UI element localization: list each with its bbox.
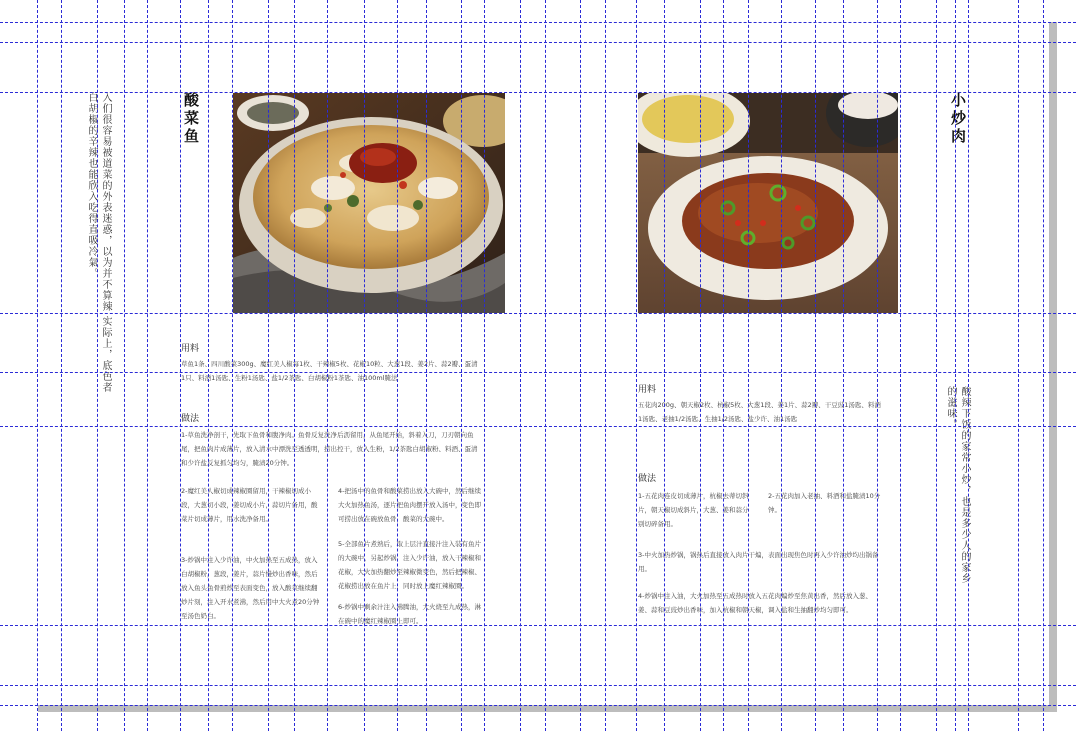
recipe-title-right: 小炒肉 — [949, 92, 967, 146]
stirfry-dish-photo — [638, 93, 898, 313]
method-step-4-left: 4-把汤中的鱼骨和酸菜捞出放入大碗中，然后继续大火加热鱼汤，逐片把鱼肉摆开放入汤中，变色即可捞出放在碗放鱼骨，酸菜的大碗中。 — [338, 487, 481, 523]
method-heading-right: 做法 — [638, 474, 657, 484]
method-step-6-left: 6-炒锅中剩余汁注入沸腾油，大火烧至九成热，淋在碗中的魔红辣椒圈上即可。 — [338, 603, 481, 625]
ingredients-heading-right: 用料 — [638, 385, 657, 395]
ingredients-text-right: 五花肉200g、朝天椒2枚、杭椒5枚、大葱1段、姜1片、蒜2瓣、干豆豉1汤匙、料酒1汤匙、老抽1/2汤匙、生抽1/2汤匙、盐少许、油1汤匙 — [638, 401, 881, 423]
method-step-1-right: 1-五花肉连皮切成薄片，杭椒去蒂切斜片，朝天椒切成斜片，大葱、姜和蒜分别切碎备用。 — [638, 492, 749, 528]
method-heading-left: 做法 — [181, 414, 200, 424]
page-shadow-bottom — [38, 705, 1057, 712]
ingredients-heading-left: 用料 — [181, 344, 200, 354]
side-column-2-right: 的滋味。 — [945, 386, 956, 430]
ingredients-text-left: 草鱼1条、四川酸菜300g、魔红美人椒每1枚、干辣椒5枚、花椒10粒、大葱1段、姜2片、蒜2瓣、蛋清1只、料酒1汤匙、生粉1汤匙、盐1/2茶匙、白胡椒粉1茶匙、油100ml腌法 — [181, 360, 478, 382]
method-step-5-left: 5-全部鱼片煮熟后，取上层汁直接汁注入装有鱼片的大碗中，另起炒锅，注入少许油，放入干辣椒和花椒，大火加热翻炒至辣椒微变色，然后把辣椒、花椒捞出放在鱼片上，同时放上魔红辣椒圈。 — [338, 540, 481, 590]
method-step-4-right: 4-炒锅中注入油，大火加热至五成热时放入五花肉煸炒至焦黄出香，然后放入葱、姜、蒜和豆豉炒出香味，加入杭椒和朝天椒，调入盐和生抽翻炒均匀即可。 — [638, 592, 872, 614]
method-step-1-left: 1-草鱼洗净剖干，先取下鱼骨和腹净肉。鱼骨反复洗净后沥留用，从鱼尾开始，斜着入刀，刀刃朝向鱼尾，把鱼肉片成薄片，放入清水中漂洗至透透明，捞出控干，放入生粉，1/2茶匙白胡椒粉、料酒、蛋清和少许盐反复抓匀均匀，腌渍20分钟。 — [181, 431, 478, 467]
intro-column-1b: 实际上，底色者 — [100, 316, 111, 393]
intro-column-2: 白胡椒的辛辣也能欣入吃得直吸冷氣。 — [86, 92, 97, 279]
method-step-3-left: 3-炒锅中注入少许油，中火加热至五成热，放入白胡椒粉，葱段，姜片，蒜片慢炒出香味，然后放入鱼头鱼骨煎炒至表面变色，放入酸菜继续翻炒片刻，注入开水煮沸，然后用中大火煮20分钟至汤色奶白。 — [181, 556, 320, 620]
recipe-title-left: 酸菜鱼 — [182, 92, 200, 146]
stirfry-dish-illustration — [638, 93, 898, 313]
fish-dish-illustration — [233, 93, 505, 313]
page-shadow-right — [1049, 22, 1057, 712]
method-step-2-right: 2-五花肉加入老抽、料酒和盐腌渍10分钟。 — [768, 492, 881, 514]
fish-dish-photo — [233, 93, 505, 313]
method-step-2-left: 2-魔红美人椒切成辣椒圈留用，干辣椒切成小段，大葱切小段，姜切成小片，蒜切片备用，酸菜片切成薄片，用水洗净备用。 — [181, 487, 318, 523]
method-step-3-right: 3-中火加热炒锅，锅热后直接放入肉片干煸，表面出现焦色时再入少许油炒均出锅备用。 — [638, 551, 879, 573]
side-column-1-right: 酸辣下饭的家常小炒，也是多少人的家乡 — [959, 386, 970, 584]
intro-column-1: 入们很容易被道菜的外表迷惑，以为并不算辣 — [100, 92, 111, 312]
